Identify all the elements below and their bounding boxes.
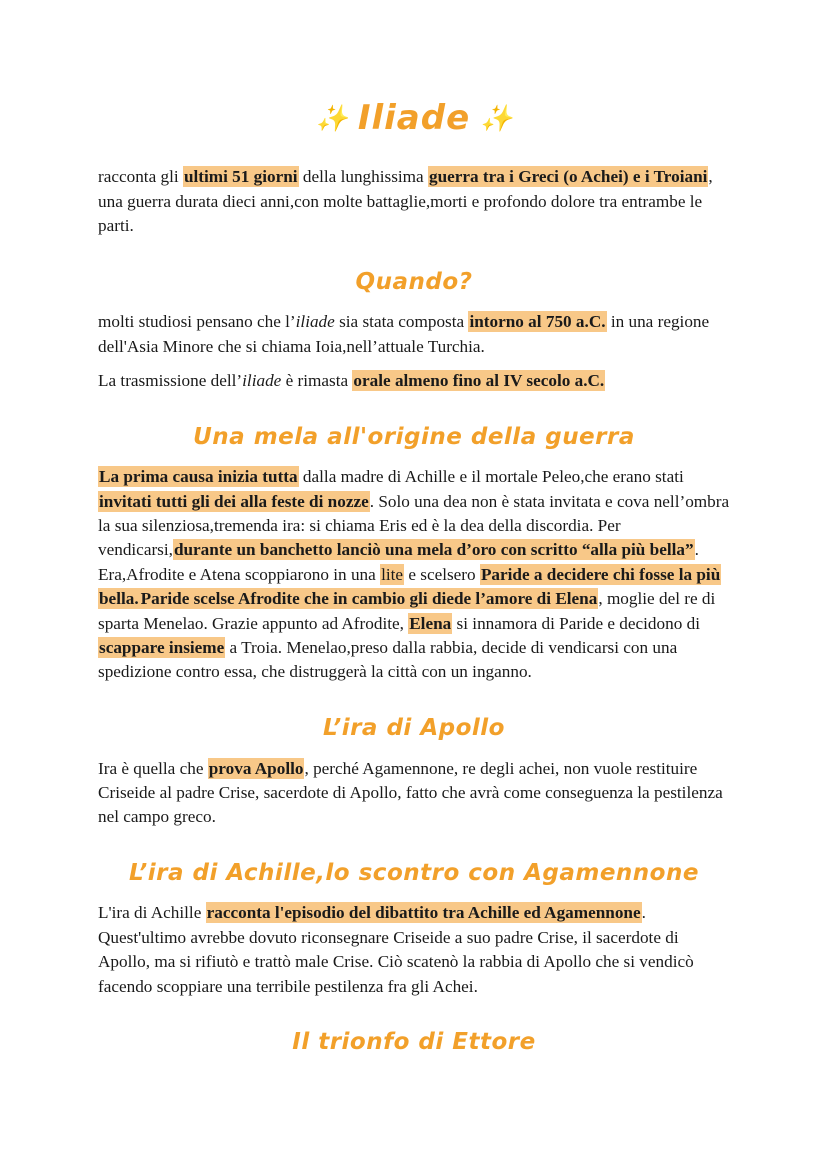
text-run: La trasmissione dell’ — [98, 371, 243, 391]
section-paragraph — [98, 369, 730, 393]
highlight-run: prova Apollo — [208, 758, 304, 778]
section-paragraph — [98, 310, 730, 359]
text-run: . Era,Afrodite e Atena scoppiarono in una — [98, 540, 699, 584]
text-run: . Solo una dea non è stata invitata e cova nell’ombra la sua silenziosa,tremenda ira: si chiama Eris ed è la dea della discordia. Per vendicarsi, — [98, 491, 730, 560]
page-title — [98, 100, 730, 137]
text-run: e scelsero — [404, 564, 480, 584]
highlight-run: orale almeno fino al IV secolo a.C. — [353, 371, 605, 391]
section-paragraph — [98, 757, 730, 830]
text-run: , perché Agamennone, re degli achei, non vuole restituire Criseide al padre Crise, sacerdote di Apollo, fatto che avrà come conseguenza la pestilenza nel campo greco. — [98, 758, 723, 827]
section-heading-quando: Quando? — [355, 268, 473, 295]
highlight-run: lite — [381, 564, 404, 584]
text-run: racconta gli — [98, 167, 183, 187]
highlight-run: Paride a decidere chi fosse la più bella. — [99, 564, 721, 609]
section-heading-mela: Una mela all'origine della guerra — [193, 423, 635, 450]
highlight-run: guerra tra i Greci (o Achei) e i Troiani — [428, 167, 708, 187]
text-run: . Quest'ultimo avrebbe dovuto riconsegnare Criseide a suo padre Crise, il sacerdote di Apollo, ma si rifiutò e trattò male Crise. Ciò scatenò la rabbia di Apollo che si vendicò facendo scoppiare una terribile pestilenza fra gli Achei. — [98, 903, 694, 996]
text-run: , moglie del re di sparta Menelao. Grazie appunto ad Afrodite, — [98, 589, 716, 633]
section-heading-ettore: Il trionfo di Ettore — [292, 1029, 536, 1056]
text-run: dalla madre di Achille e il mortale Peleo,che erano stati — [298, 467, 684, 487]
text-run: è rimasta — [281, 371, 353, 391]
highlight-run: durante un banchetto lanciò una mela d’oro con scritto “alla più bella” — [173, 540, 694, 560]
text-run: sia stata composta — [334, 312, 469, 332]
text-run: Ira è quella che — [98, 758, 208, 778]
text-run: molti studiosi pensano che l’ — [98, 312, 296, 332]
highlight-run: La prima causa inizia tutta — [99, 467, 298, 487]
italic-run: iliade — [242, 371, 282, 391]
text-run: della lunghissima — [298, 167, 428, 187]
highlight-run: Paride scelse Afrodite che in cambio gli diede l’amore di Elena — [140, 589, 598, 609]
highlight-run: invitati tutti gli dei alla feste di nozze — [99, 491, 369, 511]
section-heading-apollo: L’ira di Apollo — [323, 714, 505, 741]
section-paragraph — [98, 465, 730, 685]
sparkles-icon: ✨ — [480, 104, 513, 135]
text-run: L'ira di Achille — [98, 903, 206, 923]
italic-run: iliade — [295, 312, 335, 332]
intro-paragraph — [98, 165, 730, 238]
sparkles-icon: ✨ — [315, 104, 348, 135]
page-title-text: Iliade — [357, 98, 471, 138]
section-heading-achille: L’ira di Achille,lo scontro con Agamennone — [129, 859, 699, 886]
text-run: si innamora di Paride e decidono di — [452, 613, 700, 633]
highlight-run: racconta l'episodio del dibattito tra Achille ed Agamennone — [206, 903, 641, 923]
text-run: , una guerra durata dieci anni,con molte battaglie,morti e profondo dolore tra entrambe le parti. — [98, 167, 713, 236]
highlight-run: Elena — [409, 613, 452, 633]
section-paragraph — [98, 901, 730, 999]
highlight-run: scappare insieme — [99, 638, 225, 658]
text-run: a Troia. Menelao,preso dalla rabbia, decide di vendicarsi con una spedizione contro essa, che distruggerà la città con un inganno. — [98, 638, 678, 682]
text-run: in una regione dell'Asia Minore che si chiama Ioia,nell’attuale Turchia. — [98, 312, 710, 356]
highlight-run: intorno al 750 a.C. — [469, 312, 606, 332]
highlight-run: ultimi 51 giorni — [183, 167, 298, 187]
